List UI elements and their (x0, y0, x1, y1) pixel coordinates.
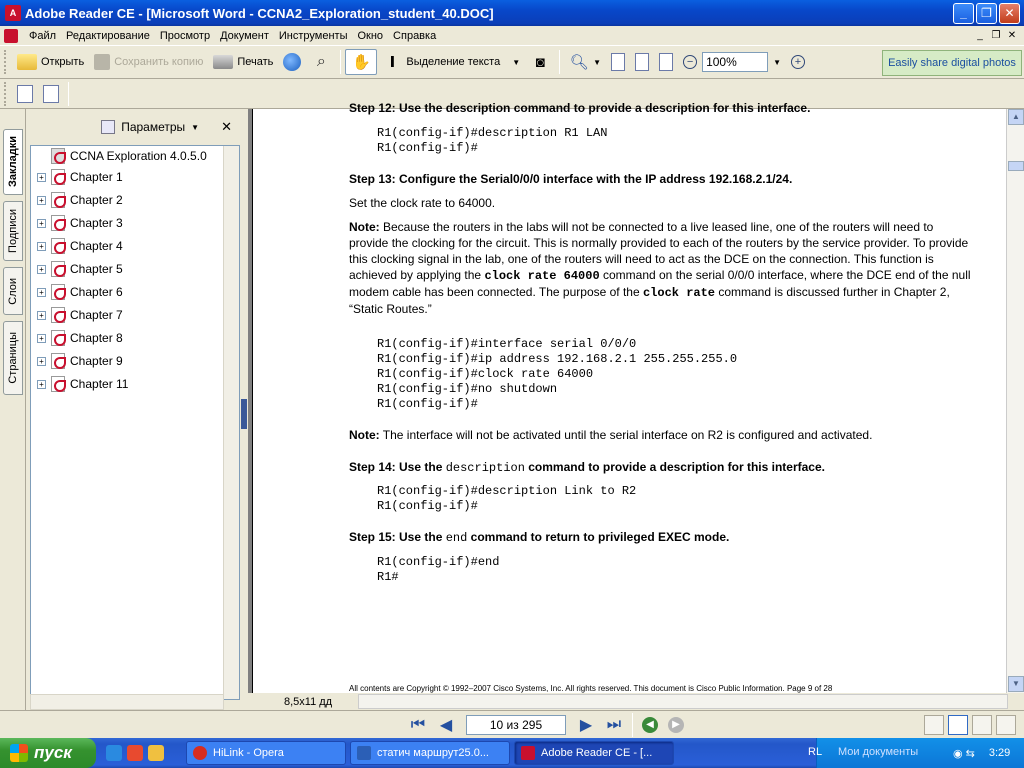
toolbar-grip[interactable] (4, 82, 8, 106)
bookmark-label: Chapter 5 (70, 262, 123, 276)
toolbar-separator (68, 82, 69, 106)
select-text-button[interactable] (377, 49, 525, 75)
bookmark-icon (51, 261, 65, 277)
tray-icons[interactable]: ◉ ⇆ (953, 747, 975, 760)
chrome-icon[interactable] (127, 745, 143, 761)
search-button[interactable] (306, 49, 336, 75)
inline-code: description (445, 461, 525, 475)
bookmark-item[interactable] (37, 236, 123, 256)
document-horizontal-scrollbar[interactable] (358, 694, 1008, 709)
code-line: R1(config-if)#description Link to R2 (377, 484, 637, 498)
bookmark-label: Chapter 3 (70, 216, 123, 230)
bookmark-icon (51, 353, 65, 369)
word-icon (357, 746, 371, 760)
menu-tools[interactable]: Инструменты (278, 29, 348, 42)
clock[interactable]: 3:29 (988, 747, 1011, 759)
note-text: command is discussed further in Chapter 2, “Static Routes.” (349, 285, 950, 316)
note-text: Because the routers in the labs will not be connected to a live leased line, one of the routers will need to provide the clocking for the circuit. This is normally provided to each of the routers by the service provider. To provide this clocking signal in the lab, one of the routers will need to act as the DCE on the connection. This function is achieved by applying the (349, 220, 969, 282)
open-button[interactable] (12, 49, 89, 75)
bookmarks-horizontal-scrollbar[interactable] (30, 694, 224, 710)
hand-icon: ✋ (352, 54, 371, 71)
chevron-down-icon: ▼ (773, 57, 781, 67)
step-13-text: Set the clock rate to 64000. (349, 196, 496, 210)
bookmark-root[interactable] (51, 146, 207, 166)
doc-close-icon[interactable]: ✕ (1007, 30, 1017, 41)
document-view[interactable] (248, 101, 1006, 693)
close-button[interactable]: ✕ (999, 3, 1020, 24)
adobe-reader-icon (521, 746, 535, 760)
doc-restore-icon[interactable]: ❐ (991, 30, 1001, 41)
bookmark-item[interactable] (37, 259, 123, 279)
task-label: HiLink - Opera (213, 747, 284, 759)
zoom-level-input[interactable]: 100% (702, 52, 768, 72)
tab-layers[interactable] (3, 267, 23, 315)
bookmark-icon (51, 307, 65, 323)
menu-file[interactable]: Файл (29, 29, 57, 42)
tab-layers-label: Слои (7, 277, 19, 305)
internet-explorer-icon[interactable] (106, 745, 122, 761)
tab-signatures-label: Подписи (7, 209, 19, 253)
chevron-down-icon[interactable]: ▼ (512, 57, 521, 67)
document-status-bar (248, 693, 1024, 710)
heading-text: command to provide a description for this interface. (524, 460, 825, 474)
code-line: R1(config-if)#description R1 LAN (377, 126, 608, 140)
panel-splitter[interactable] (240, 109, 248, 710)
close-panel-button[interactable]: ✕ (221, 119, 232, 134)
step-15-heading (349, 530, 729, 545)
page-number-input[interactable]: 10 из 295 (466, 715, 566, 735)
bookmark-item[interactable] (37, 190, 123, 210)
step-14-heading (349, 460, 825, 475)
minus-icon: − (683, 55, 697, 69)
note-label: Note: (349, 428, 380, 442)
code-line: R1(config-if)#end (377, 555, 500, 569)
expand-icon[interactable]: + (37, 265, 46, 274)
my-documents-toolbar[interactable]: Мои документы (838, 746, 919, 758)
bookmark-icon (51, 148, 65, 164)
side-tabs (0, 109, 26, 710)
opera-icon (193, 746, 207, 760)
previous-view-icon[interactable]: ◀ (642, 717, 658, 733)
tab-pages-label: Страницы (7, 332, 19, 384)
bookmark-label: CCNA Exploration 4.0.5.0 (70, 149, 207, 163)
code-line: R1(config-if)#clock rate 64000 (377, 367, 594, 381)
code-line: R1(config-if)# (377, 397, 478, 411)
menu-help[interactable]: Справка (393, 29, 437, 42)
start-button[interactable] (0, 738, 96, 768)
title-bar (0, 0, 1024, 26)
scroll-thumb[interactable] (1008, 161, 1024, 171)
bookmark-item[interactable] (37, 167, 123, 187)
fit-page-button[interactable] (630, 49, 654, 75)
heading-text: Step 15: Use the (349, 530, 446, 544)
rotate-page-back-icon[interactable] (43, 85, 59, 103)
code-line: R1(config-if)#ip address 192.168.2.1 255.255.255.0 (377, 352, 738, 366)
code-line: R1(config-if)#interface serial 0/0/0 (377, 337, 637, 351)
bookmark-item[interactable] (37, 213, 123, 233)
save-copy-button[interactable] (89, 49, 208, 75)
taskbar-item-opera[interactable] (186, 741, 346, 765)
toolbar-grip[interactable] (4, 50, 8, 74)
heading-text: command to return to privileged EXEC mode. (467, 530, 730, 544)
adobe-reader-app-icon[interactable]: A (5, 5, 21, 21)
bookmark-item[interactable] (37, 282, 123, 302)
bookmark-icon (51, 169, 65, 185)
expand-icon[interactable]: + (37, 196, 46, 205)
options-menu-button[interactable]: Параметры (121, 120, 186, 134)
tab-bookmarks[interactable] (3, 129, 23, 195)
print-button[interactable] (208, 49, 278, 75)
bookmark-item[interactable] (37, 351, 123, 371)
toolbar-separator (340, 50, 341, 74)
pdf-page (252, 101, 1006, 693)
first-page-button[interactable]: ⏮ (410, 715, 426, 733)
note-paragraph (349, 428, 872, 442)
email-icon (283, 53, 301, 71)
snapshot-button[interactable] (525, 49, 555, 75)
binoculars-icon: ⌕ (316, 53, 326, 70)
expand-icon[interactable]: + (37, 334, 46, 343)
next-view-icon[interactable]: ▶ (668, 717, 684, 733)
tab-pages[interactable] (3, 321, 23, 395)
navigation-bar (0, 710, 1024, 738)
single-page-layout-button[interactable] (924, 715, 944, 735)
rotate-page-icon[interactable] (17, 85, 33, 103)
menu-view[interactable]: Просмотр (159, 29, 211, 42)
bookmark-label: Chapter 7 (70, 308, 123, 322)
tab-bookmarks-label: Закладки (7, 136, 19, 188)
bookmark-label: Chapter 2 (70, 193, 123, 207)
window-title: Adobe Reader CE - [Microsoft Word - CCNA2_Exploration_student_40.DOC] (25, 5, 494, 21)
expand-icon[interactable]: + (37, 311, 46, 320)
next-page-button[interactable]: ▶ (579, 716, 593, 734)
bookmark-tree (30, 145, 240, 700)
bookmark-icon (51, 284, 65, 300)
nav-separator (632, 713, 633, 737)
select-text-label: Выделение текста (406, 56, 501, 68)
email-button[interactable] (278, 49, 306, 75)
note-text: command on the serial 0/0/0 interface, where the DCE end of the null modem cable has been connected. The purpose of the (349, 268, 971, 299)
code-line: R1(config-if)# (377, 499, 478, 513)
note-paragraph (349, 219, 974, 317)
inline-code: clock rate 64000 (484, 269, 600, 283)
main-toolbar (0, 45, 1024, 79)
chevron-down-icon[interactable]: ▼ (191, 122, 200, 132)
inline-code: end (445, 531, 468, 545)
magnifier-icon: 🔍︎ (569, 54, 589, 71)
continuous-layout-button[interactable] (948, 715, 968, 735)
zoom-in-button[interactable] (786, 49, 810, 75)
expand-icon[interactable]: + (37, 357, 46, 366)
previous-page-button[interactable]: ◀ (439, 716, 453, 734)
expand-icon[interactable]: + (37, 242, 46, 251)
printer-icon (213, 55, 233, 69)
bookmark-icon (51, 376, 65, 392)
expand-icon[interactable]: + (37, 380, 46, 389)
page-width-icon (659, 53, 673, 71)
page-size-label: 8,5x11 дд (284, 695, 333, 708)
document-vertical-scrollbar[interactable] (1006, 109, 1024, 693)
document-icon[interactable] (4, 29, 18, 43)
bookmarks-header (26, 109, 240, 145)
bookmark-label: Chapter 6 (70, 285, 123, 299)
hand-tool-button[interactable] (345, 49, 377, 75)
note-text: The interface will not be activated until the serial interface on R2 is configured and activated. (379, 428, 873, 442)
code-line: R1(config-if)# (377, 141, 478, 155)
open-label: Открыть (41, 56, 85, 68)
scroll-down-icon[interactable]: ▼ (1008, 676, 1024, 692)
note-label: Note: (349, 220, 380, 234)
actual-size-button[interactable] (606, 49, 630, 75)
step-12-heading: Step 12: Use the description command to provide a description for this interface. (349, 101, 811, 115)
expand-icon[interactable]: + (37, 219, 46, 228)
inline-code: clock rate (642, 286, 715, 300)
zoom-tool-button[interactable] (564, 49, 606, 75)
media-icon[interactable] (148, 745, 164, 761)
code-line: R1# (377, 570, 399, 584)
quick-launch (106, 745, 164, 761)
minimize-button[interactable]: _ (953, 3, 974, 24)
zoom-dropdown[interactable] (768, 49, 786, 75)
folder-open-icon (17, 54, 37, 70)
bookmark-item[interactable] (37, 374, 128, 394)
bookmark-item[interactable] (37, 305, 123, 325)
fit-width-button[interactable] (654, 49, 678, 75)
taskbar-item-word[interactable] (350, 741, 510, 765)
bookmark-label: Chapter 11 (70, 377, 129, 391)
page-icon (611, 53, 625, 71)
menu-window[interactable]: Окно (357, 29, 384, 42)
bookmark-label: Chapter 8 (70, 331, 123, 345)
splitter-grip[interactable] (241, 399, 247, 429)
print-label: Печать (237, 56, 274, 68)
step-13-heading: Step 13: Configure the Serial0/0/0 interface with the IP address 192.168.2.1/24. (349, 172, 793, 186)
tab-signatures[interactable] (3, 201, 23, 261)
text-cursor-icon: Ⅰ (389, 54, 396, 71)
task-label: статич маршрут25.0... (377, 747, 489, 759)
save-copy-label: Сохранить копию (114, 56, 204, 68)
expand-icon[interactable]: + (37, 288, 46, 297)
bookmark-label: Chapter 4 (70, 239, 123, 253)
menu-edit[interactable]: Редактирование (66, 29, 150, 42)
heading-text: Step 14: Use the (349, 460, 446, 474)
menu-bar (0, 26, 1024, 45)
bookmark-label: Chapter 1 (70, 170, 123, 184)
bookmark-icon (51, 238, 65, 254)
doc-minimize-icon[interactable]: _ (977, 30, 983, 41)
bookmark-icon (51, 192, 65, 208)
plus-icon: + (791, 55, 805, 69)
language-indicator[interactable]: RL (808, 746, 823, 758)
bookmark-label: Chapter 9 (70, 354, 123, 368)
bookmarks-panel (26, 109, 240, 710)
bookmarks-vertical-scrollbar[interactable] (223, 146, 239, 699)
bookmark-icon (51, 330, 65, 346)
code-line: R1(config-if)#no shutdown (377, 382, 558, 396)
last-page-button[interactable]: ⏭ (606, 715, 622, 733)
bookmark-icon (51, 215, 65, 231)
taskbar-item-adobe-reader[interactable] (514, 741, 674, 765)
scroll-up-icon[interactable]: ▲ (1008, 109, 1024, 125)
chevron-down-icon[interactable]: ▼ (593, 57, 602, 67)
windows-logo-icon (10, 744, 28, 762)
share-photos-button[interactable]: Easily share digital photos (882, 50, 1022, 76)
bookmark-item[interactable] (37, 328, 123, 348)
zoom-out-button[interactable] (678, 49, 702, 75)
menu-document[interactable]: Документ (220, 29, 269, 42)
start-label: пуск (34, 743, 72, 762)
task-label: Adobe Reader CE - [... (541, 747, 653, 759)
camera-icon: ◙ (535, 53, 545, 71)
facing-layout-button[interactable] (972, 715, 992, 735)
page-fit-icon (635, 53, 649, 71)
page-footer: All contents are Copyright © 1992–2007 Cisco Systems, Inc. All rights reserved. This document is Cisco Public Information. Page 9 of 28 (349, 684, 833, 693)
restore-button[interactable]: ❐ (976, 3, 997, 24)
expand-icon[interactable]: + (37, 173, 46, 182)
options-icon (101, 120, 115, 134)
floppy-disk-icon (94, 54, 110, 70)
continuous-facing-layout-button[interactable] (996, 715, 1016, 735)
toolbar-separator (559, 50, 560, 74)
